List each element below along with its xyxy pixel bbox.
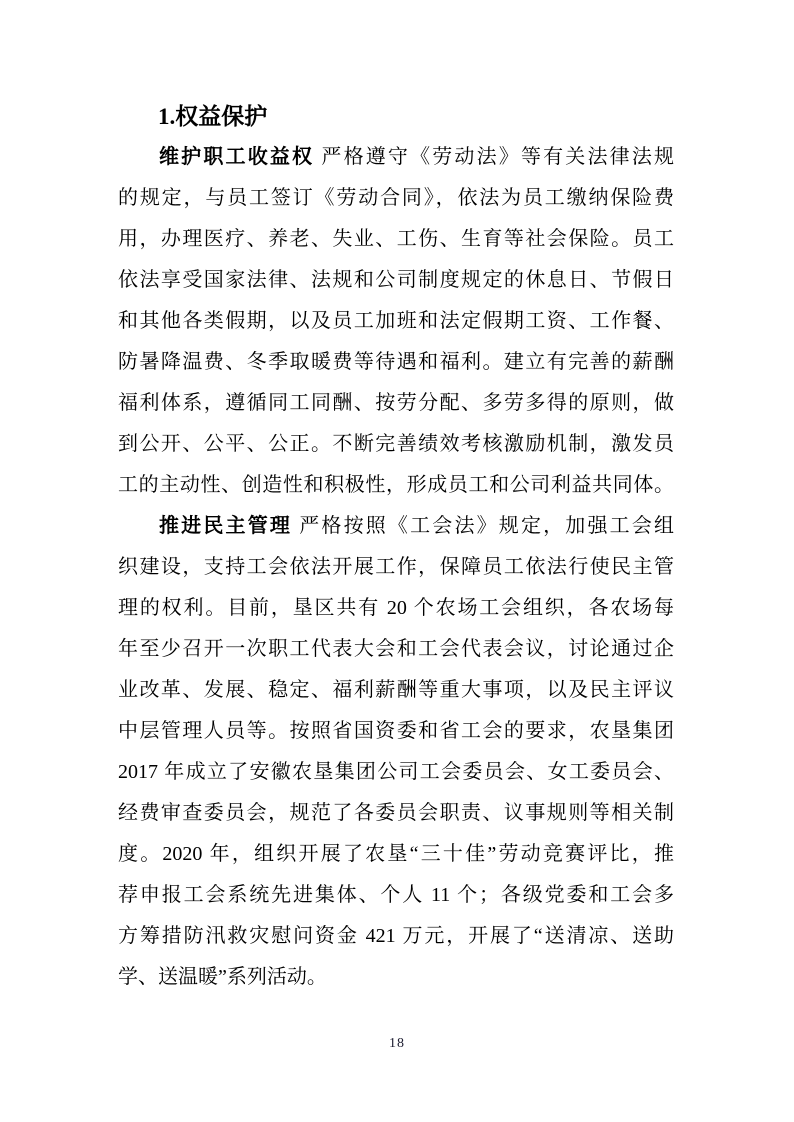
text-line: 年至少召开一次职工代表大会和工会代表会议，讨论通过企	[118, 638, 674, 660]
paragraph-lead-bold: 维护职工收益权	[159, 146, 315, 168]
paragraph-democratic-management	[118, 506, 674, 998]
text-line: 荐申报工会系统先进集体、个人 11 个；各级党委和工会多	[118, 884, 674, 906]
page-number: 18	[389, 1036, 405, 1051]
document-content	[118, 96, 674, 998]
text-line: 方筹措防汛救灾慰问资金 421 万元，开展了“送清凉、送助	[118, 925, 674, 947]
paragraph-lead-bold: 推进民主管理	[159, 515, 293, 537]
paragraph-rights-protection	[118, 137, 674, 506]
text-line: 到公开、公平、公正。不断完善绩效考核激励机制，激发员	[118, 433, 674, 455]
text-line	[118, 137, 674, 178]
text-line: 的规定，与员工签订《劳动合同》，依法为员工缴纳保险费	[118, 187, 674, 209]
text-line: 理的权利。目前，垦区共有 20 个农场工会组织，各农场每	[118, 597, 674, 619]
text-line: 织建设，支持工会依法开展工作，保障员工依法行使民主管	[118, 556, 674, 578]
text-line: 2017 年成立了安徽农垦集团公司工会委员会、女工委员会、	[118, 761, 674, 783]
text-line	[118, 506, 674, 547]
section-heading: 1.权益保护	[158, 104, 268, 129]
text-line: 用，办理医疗、养老、失业、工伤、生育等社会保险。员工	[118, 228, 674, 250]
text-line: 学、送温暖”系列活动。	[118, 966, 327, 988]
text-line: 中层管理人员等。按照省国资委和省工会的要求，农垦集团	[118, 720, 674, 742]
page-footer	[0, 1034, 794, 1052]
text-run: 严格遵守《劳动法》等有关法律法规	[314, 146, 674, 168]
text-line: 业改革、发展、稳定、福利薪酬等重大事项，以及民主评议	[118, 679, 674, 701]
text-line: 经费审查委员会，规范了各委员会职责、议事规则等相关制	[118, 802, 674, 824]
text-line: 依法享受国家法律、法规和公司制度规定的休息日、节假日	[118, 269, 674, 291]
text-run: 严格按照《工会法》规定，加强工会组	[292, 515, 674, 537]
text-line: 防暑降温费、冬季取暖费等待遇和福利。建立有完善的薪酬	[118, 351, 674, 373]
text-line: 工的主动性、创造性和积极性，形成员工和公司利益共同体。	[118, 474, 674, 496]
text-line: 福利体系，遵循同工同酬、按劳分配、多劳多得的原则，做	[118, 392, 674, 414]
text-line: 度。2020 年，组织开展了农垦“三十佳”劳动竞赛评比，推	[118, 843, 674, 865]
text-line: 和其他各类假期，以及员工加班和法定假期工资、工作餐、	[118, 310, 674, 332]
